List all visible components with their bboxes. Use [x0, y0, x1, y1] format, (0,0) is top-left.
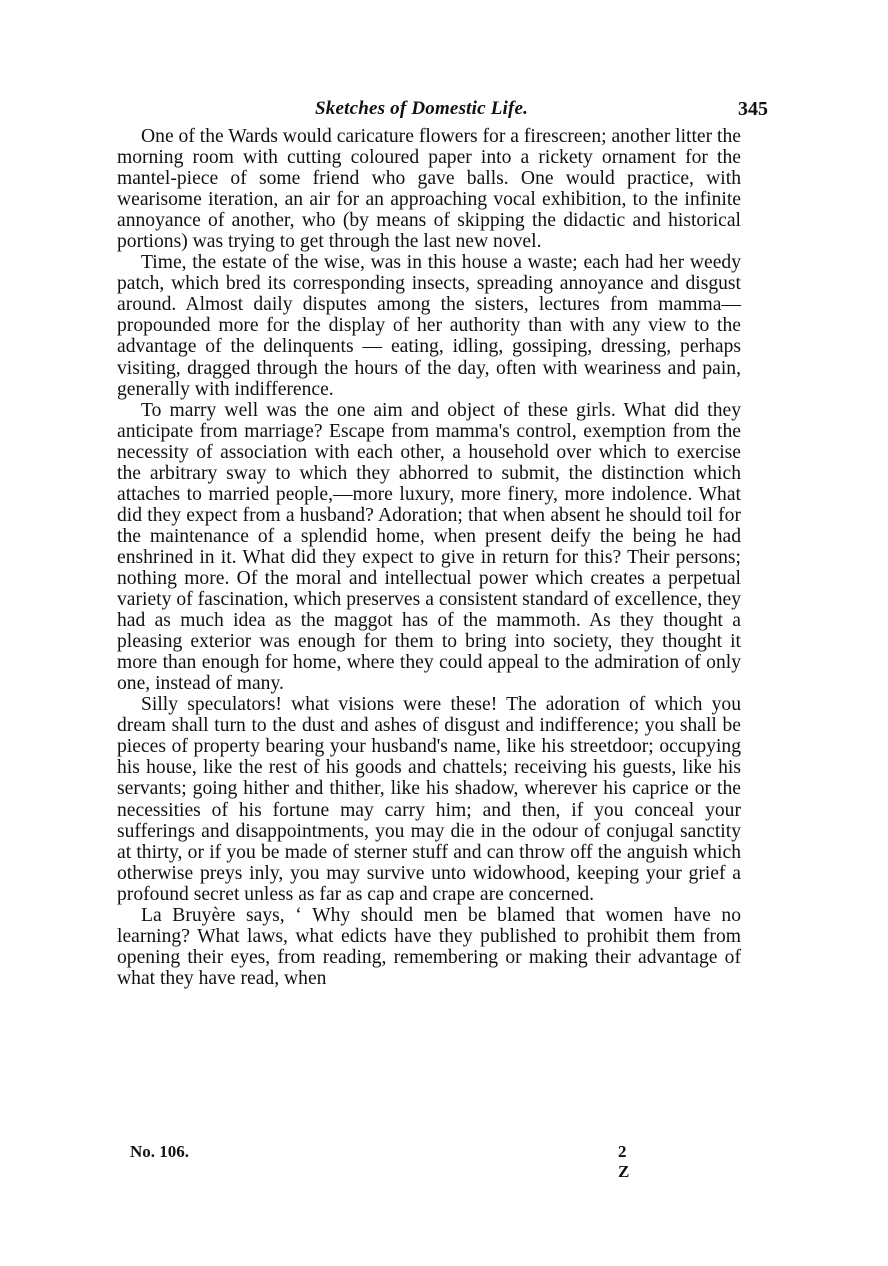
paragraph: La Bruyère says, ‘ Why should men be blamed that women have no learning? What laws, what edicts have they published to prohibit them from opening their eyes, from reading, remembering or making their advantage of what they have read, when — [117, 904, 741, 989]
paragraph: Silly speculators! what visions were these! The adoration of which you dream shall turn to the dust and ashes of disgust and indifference; you shall be pieces of property bearing your husband's name, like his streetdoor; occupying his house, like the rest of his goods and chattels; receiving his guests, like his servants; going hither and thither, like his shadow, wherever his caprice or the necessities of his fortune may carry him; and then, if you conceal your sufferings and disappointments, you may die in the odour of conjugal sanctity at thirty, or if you be made of sterner stuff and can throw off the anguish which otherwise preys inly, you may survive unto widowhood, keeping your grief a profound secret unless as far as cap and crape are concerned. — [117, 694, 741, 905]
issue-number: No. 106. — [130, 1142, 190, 1161]
signature-mark: 2 Z — [618, 1142, 633, 1181]
paragraph: To marry well was the one aim and object of these girls. What did they anticipate from marriage? Escape from mamma's control, exemption from the necessity of association with each other, a household over which to exercise the arbitrary sway to which they abhorred to submit, the distinction which attaches to married people,—more luxury, more finery, more indolence. What did they expect from a husband? Adoration; that when absent he should toil for the maintenance of a splendid home, when present deify the being he had enshrined in it. What did they expect to give in return for this? Their persons; nothing more. Of the moral and intellectual power which creates a perpetual variety of fascination, which preserves a consistent standard of excellence, they had as much idea as the maggot has of the mammoth. As they thought a pleasing exterior was enough for them to bring into society, they thought it more than enough for home, where they could appeal to the admiration of only one, instead of many. — [117, 399, 741, 695]
running-head-title: Sketches of Domestic Life. — [315, 98, 529, 119]
page-number: 345 — [738, 98, 768, 120]
page-footer — [130, 1142, 650, 1181]
paragraph: One of the Wards would caricature flowers for a firescreen; another litter the morning room with cutting coloured paper into a rickety ornament for the mantel-piece of some friend who gave balls. One would practice, with wearisome iteration, an air for an approaching vocal exhibition, to the infinite annoyance of another, who (by means of skipping the didactic and historical portions) was trying to get through the last new novel. — [117, 126, 741, 253]
body-text — [117, 126, 741, 989]
paragraph: Time, the estate of the wise, was in this house a waste; each had her weedy patch, which bred its corresponding insects, spreading annoyance and disgust around. Almost daily disputes among the sisters, lectures from mamma—propounded more for the display of her authority than with any view to the advantage of the delinquents — eating, idling, gossiping, dressing, perhaps visiting, dragged through the hours of the day, often with weariness and pain, generally with indifference. — [117, 252, 741, 400]
running-head — [0, 96, 888, 126]
